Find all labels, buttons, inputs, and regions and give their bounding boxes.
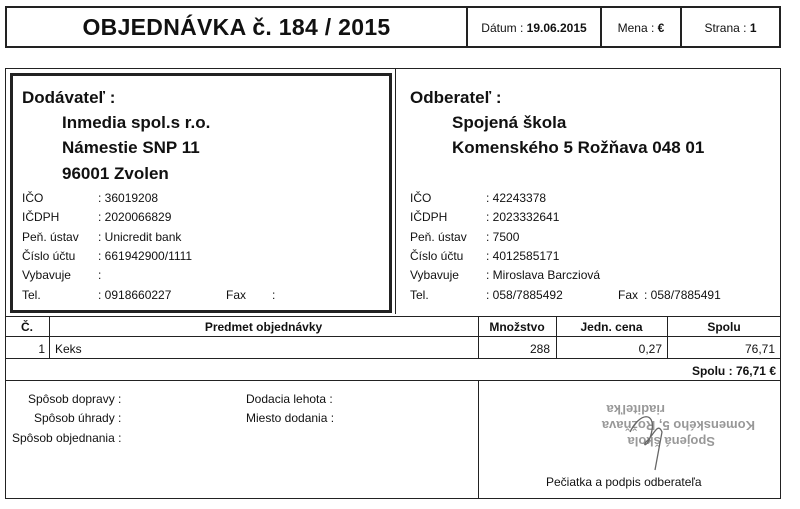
customer-tel-label: Tel. [410, 288, 429, 302]
parties-divider [395, 68, 396, 314]
supplier-bank-value: : Unicredit bank [98, 230, 182, 244]
customer-ico-value: : 42243378 [486, 191, 547, 205]
supplier-fax-label: Fax [226, 288, 247, 302]
customer-tel-value: : 058/7885492 [486, 288, 563, 302]
row-unit-price: 0,27 [638, 342, 662, 356]
page-field [680, 21, 781, 35]
date-field [466, 21, 602, 35]
stamp-caption: Pečiatka a podpis odberateľa [546, 475, 702, 489]
customer-address: Komenského 5 Rožňava 048 01 [452, 138, 705, 157]
supplier-bank-label: Peň. ústav [22, 230, 79, 244]
customer-ico-label: IČO [410, 191, 432, 205]
customer-contact-value: : Miroslava Barcziová [486, 268, 601, 282]
sum-label: Spolu : [691, 364, 733, 378]
supplier-ico-label: IČO [22, 191, 44, 205]
supplier-city: 96001 Zvolen [62, 164, 169, 183]
signature-mark [610, 392, 700, 472]
sum-field [600, 364, 776, 378]
delivery-term-label: Dodacia lehota : [246, 392, 333, 406]
row-qty: 288 [529, 342, 550, 356]
col-header-unit-price: Jedn. cena [580, 320, 643, 334]
table-top-line [5, 316, 781, 317]
document-title: OBJEDNÁVKA č. 184 / 2015 [82, 14, 391, 40]
customer-name: Spojená škola [452, 113, 567, 132]
stamp-line-2: Komenského 5, Rožňava [601, 418, 755, 433]
customer-contact-label: Vybavuje [410, 268, 459, 282]
payment-label: Spôsob úhrady : [34, 411, 122, 425]
stamp-line-1: Spojená škola [627, 434, 715, 449]
page-value: 1 [749, 21, 757, 35]
date-label: Dátum : [481, 21, 524, 35]
date-value: 19.06.2015 [526, 21, 587, 35]
customer-bank-value: : 7500 [486, 230, 520, 244]
supplier-icdph-label: IČDPH [22, 210, 60, 224]
table-row-bottom-line [5, 358, 781, 359]
customer-bank-label: Peň. ústav [410, 230, 467, 244]
col-header-total: Spolu [707, 320, 741, 334]
supplier-name: Inmedia spol.s r.o. [62, 113, 211, 132]
col-header-qty: Množstvo [489, 320, 545, 334]
delivery-place-label: Miesto dodania : [246, 411, 335, 425]
customer-icdph-label: IČDPH [410, 210, 448, 224]
supplier-account-value: : 661942900/1111 [98, 249, 193, 263]
supplier-contact-value: : [98, 268, 102, 282]
supplier-ico-value: : 36019208 [98, 191, 159, 205]
col-header-num: Č. [21, 320, 33, 334]
currency-field [600, 21, 682, 35]
currency-label: Mena : [617, 21, 655, 35]
supplier-fax-value: : [272, 288, 276, 302]
supplier-contact-label: Vybavuje [22, 268, 71, 282]
row-num: 1 [38, 342, 45, 356]
supplier-tel-label: Tel. [22, 288, 41, 302]
col-header-item: Predmet objednávky [204, 320, 323, 334]
supplier-icdph-value: : 2020066829 [98, 210, 172, 224]
sum-value: 76,71 € [735, 364, 776, 378]
table-header-bottom-line [5, 336, 781, 337]
transport-label: Spôsob dopravy : [28, 392, 122, 406]
customer-icdph-value: : 2023332641 [486, 210, 560, 224]
stamp-line-3: riaditeľka [606, 402, 665, 417]
supplier-tel-value: : 0918660227 [98, 288, 172, 302]
stamp-area-divider [478, 380, 479, 498]
customer-account-value: : 4012585171 [486, 249, 560, 263]
order-method-label: Spôsob objednania : [12, 431, 122, 445]
customer-fax-label: Fax [618, 288, 639, 302]
row-total: 76,71 [744, 342, 775, 356]
supplier-street: Námestie SNP 11 [62, 138, 200, 157]
supplier-heading: Dodávateľ : [22, 88, 116, 107]
supplier-account-label: Číslo účtu [22, 249, 76, 263]
currency-value: € [657, 21, 665, 35]
customer-fax-value: : 058/7885491 [644, 288, 721, 302]
row-item: Keks [55, 342, 82, 356]
customer-account-label: Číslo účtu [410, 249, 464, 263]
customer-heading: Odberateľ : [410, 88, 502, 107]
page-label: Strana : [704, 21, 747, 35]
